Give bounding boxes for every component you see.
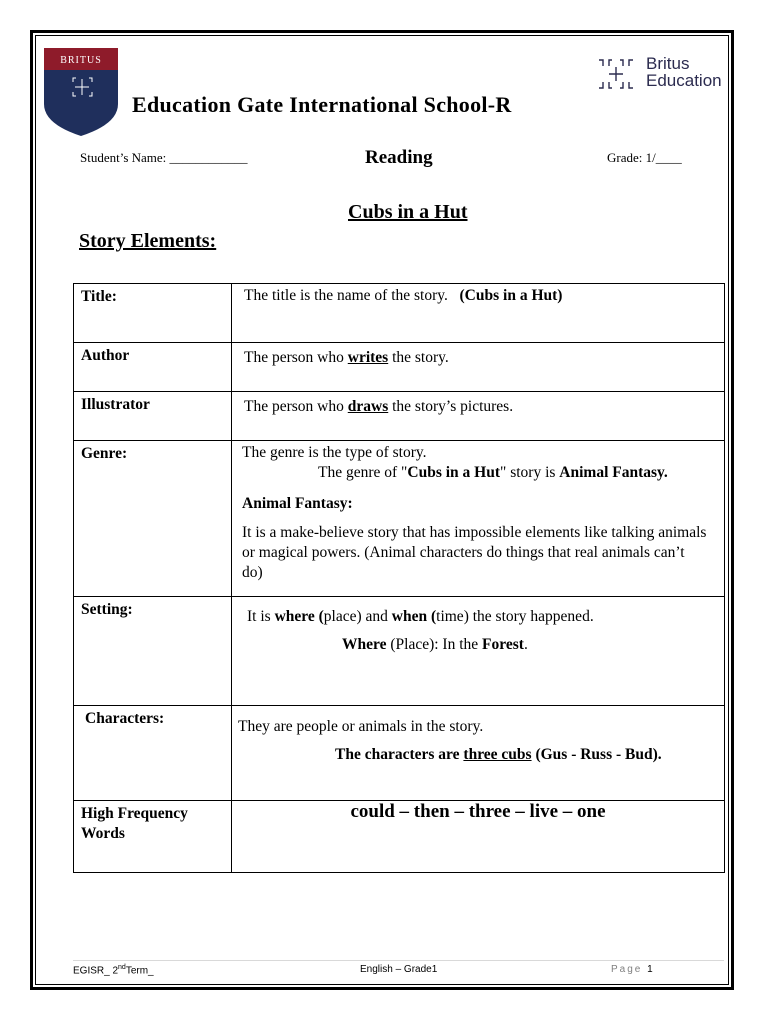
row-label: Title: (81, 288, 117, 305)
footer-divider (73, 960, 724, 961)
setting-where-label: Where (342, 636, 387, 653)
table-row-characters (74, 706, 725, 801)
setting-time-word: time (436, 608, 464, 625)
table-row-genre (74, 441, 725, 597)
setting-where-value: Forest (482, 636, 524, 653)
table-row-high-frequency-words (74, 801, 725, 873)
table-row-author (74, 343, 725, 392)
title-example: (Cubs in a Hut) (459, 287, 563, 304)
footer-page-label: Page (611, 964, 643, 975)
footer-page (611, 964, 653, 975)
story-elements-table (73, 283, 725, 873)
brand-line-2: Education (646, 71, 722, 90)
genre-example-mid: " story is (500, 464, 556, 481)
genre-example-pre: The genre of " (318, 464, 408, 481)
footer-term-sup: nd (118, 964, 126, 971)
characters-definition: They are people or animals in the story. (238, 718, 484, 735)
genre-subheading: Animal Fantasy: (242, 495, 353, 512)
table-row-illustrator (74, 392, 725, 441)
row-label: Author (81, 347, 130, 364)
characters-example (238, 745, 716, 765)
section-heading: Story Elements: (79, 230, 217, 252)
setting-and: ) and (356, 608, 388, 625)
grade-field: Grade: 1/____ (607, 150, 682, 165)
setting-definition (247, 607, 716, 627)
subject-title: Reading (365, 147, 433, 168)
author-text-pre: The person who (244, 349, 344, 366)
britus-mark-icon (596, 57, 636, 91)
genre-value: Animal Fantasy. (559, 464, 668, 481)
setting-pre: It is (247, 608, 271, 625)
setting-post: ) the story happened. (463, 608, 594, 625)
table-row-title (74, 284, 725, 343)
author-text-post: the story. (392, 349, 449, 366)
illustrator-keyword: draws (347, 398, 389, 415)
setting-where-end: . (523, 636, 528, 653)
row-description (232, 284, 724, 306)
story-title: Cubs in a Hut (348, 201, 468, 223)
row-label: Setting: (81, 601, 133, 618)
shield-text: BRITUS (60, 55, 102, 66)
footer-term-pre: EGISR_ 2 (73, 965, 119, 977)
author-keyword: writes (347, 349, 389, 366)
footer-term-post: Term_ (125, 965, 154, 977)
row-description (232, 597, 724, 655)
row-label: High Frequency Words (81, 805, 188, 842)
footer-term (73, 964, 154, 976)
row-label: Genre: (81, 445, 128, 462)
setting-place-word: place (323, 608, 357, 625)
row-label: Characters: (85, 710, 165, 727)
setting-where-mid: (Place): In the (390, 636, 479, 653)
footer-page-number: 1 (647, 964, 653, 975)
illustrator-text-pre: The person who (244, 398, 344, 415)
school-shield-logo (44, 48, 118, 136)
setting-where-word: where ( (274, 608, 324, 625)
row-description (232, 706, 724, 765)
setting-where-line (247, 635, 716, 655)
brand-line-1: Britus (646, 54, 690, 73)
row-description (232, 392, 724, 417)
row-description (232, 343, 724, 368)
characters-pre: The characters are (335, 746, 460, 763)
high-frequency-words: could – then – three – live – one (350, 801, 606, 822)
row-label: Illustrator (81, 396, 150, 413)
genre-definition: The genre is the type of story. (242, 444, 427, 461)
student-name-field: Student’s Name: ____________ (80, 150, 248, 165)
school-name: Education Gate International School-R (132, 92, 512, 117)
illustrator-text-post: the story’s pictures. (392, 398, 514, 415)
table-row-setting (74, 597, 725, 706)
setting-when-word: when ( (391, 608, 437, 625)
characters-key: three cubs (463, 746, 532, 763)
characters-names: (Gus - Russ - Bud). (535, 746, 662, 763)
footer-course: English – Grade1 (360, 964, 438, 975)
genre-subdefinition: It is a make-believe story that has impossible elements like talking animals or magical powers. (Animal characters do things that real animals can’t do) (242, 524, 707, 581)
title-definition: The title is the name of the story. (244, 287, 448, 304)
genre-example (242, 463, 716, 483)
brand-name (646, 55, 722, 89)
genre-story-title: Cubs in a Hut (407, 464, 500, 481)
row-description (232, 441, 724, 583)
